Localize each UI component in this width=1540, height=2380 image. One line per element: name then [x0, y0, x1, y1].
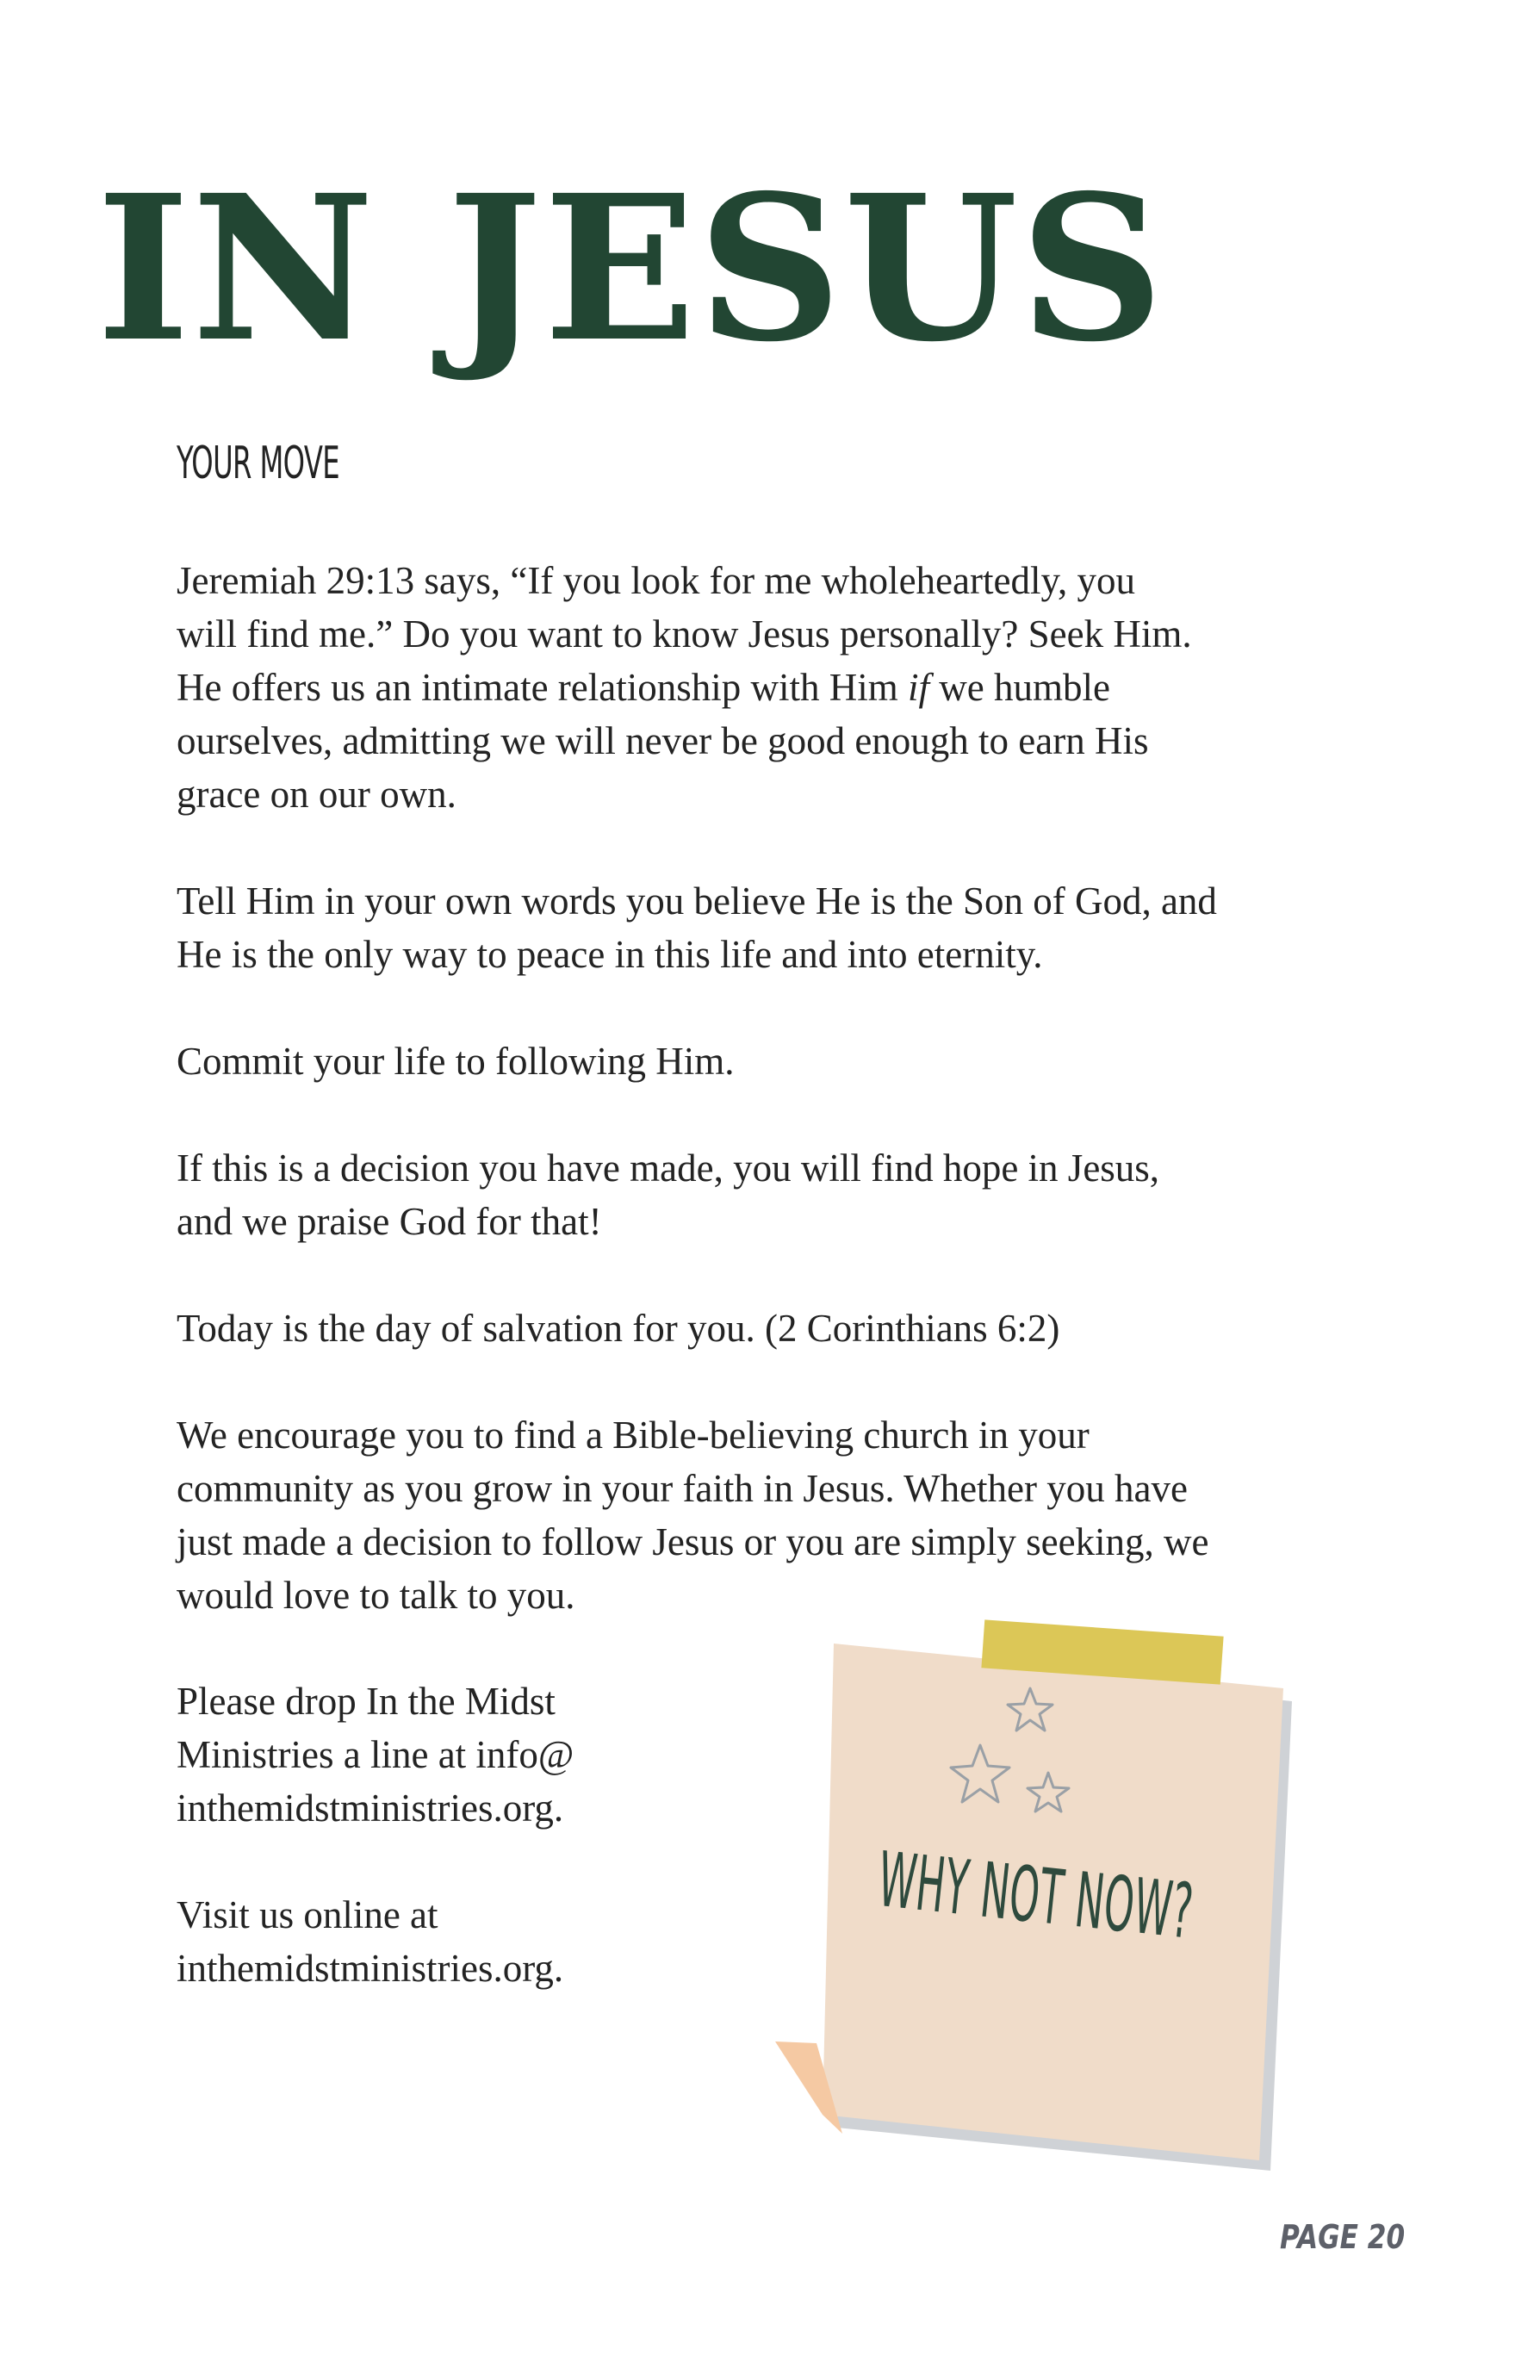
text-line: will find me.” Do you want to know Jesus personally? Seek Him. — [177, 612, 1192, 656]
paragraph-seek-him — [177, 554, 1382, 821]
text-line: If this is a decision you have made, you will find hope in Jesus, — [177, 1147, 1160, 1190]
sticky-note — [775, 1619, 1309, 2188]
text-line: Today is the day of salvation for you. (2 Corinthians 6:2) — [177, 1307, 1060, 1350]
page-number: PAGE 20 — [1280, 2218, 1406, 2256]
sticky-note-text: WHY NOT NOW? — [874, 1835, 1198, 1956]
text-line: just made a decision to follow Jesus or you are simply seeking, we — [177, 1520, 1209, 1563]
text-line: Please drop In the Midst — [177, 1680, 556, 1723]
paragraph-church — [177, 1408, 1382, 1622]
website-link[interactable]: inthemidstministries.org. — [177, 1947, 564, 1990]
page-title: IN JESUS — [96, 151, 1166, 386]
text-line — [177, 661, 1382, 714]
text-line: would love to talk to you. — [177, 1574, 575, 1617]
text-line: He is the only way to peace in this life and into eternity. — [177, 933, 1043, 976]
text-line: Commit your life to following Him. — [177, 1040, 735, 1083]
paragraph-visit-online — [177, 1888, 659, 1995]
text-line: community as you grow in your faith in Jesus. Whether you have — [177, 1467, 1188, 1510]
paragraph-tell-him — [177, 874, 1382, 981]
text-line: Visit us online at — [177, 1893, 438, 1936]
email-link[interactable]: inthemidstministries.org. — [177, 1787, 564, 1830]
text-line: ourselves, admitting we will never be good enough to earn His — [177, 719, 1149, 762]
text-line: Jeremiah 29:13 says, “If you look for me wholeheartedly, you — [177, 559, 1136, 602]
paragraph-commit — [177, 1035, 1382, 1088]
section-label: YOUR MOVE — [177, 438, 340, 489]
text-fragment: we humble — [929, 666, 1110, 709]
text-line: We encourage you to find a Bible-believing church in your — [177, 1414, 1090, 1457]
emphasis-if: if — [908, 666, 930, 709]
paragraph-decision — [177, 1141, 1382, 1248]
text-fragment: He offers us an intimate relationship with Him — [177, 666, 909, 709]
text-line: Ministries a line at info@ — [177, 1733, 574, 1776]
paragraph-contact-email — [177, 1675, 659, 1835]
text-line: Tell Him in your own words you believe He is the Son of God, and — [177, 879, 1217, 923]
text-line: grace on our own. — [177, 773, 456, 816]
text-line: and we praise God for that! — [177, 1200, 602, 1243]
paragraph-salvation — [177, 1302, 1382, 1355]
